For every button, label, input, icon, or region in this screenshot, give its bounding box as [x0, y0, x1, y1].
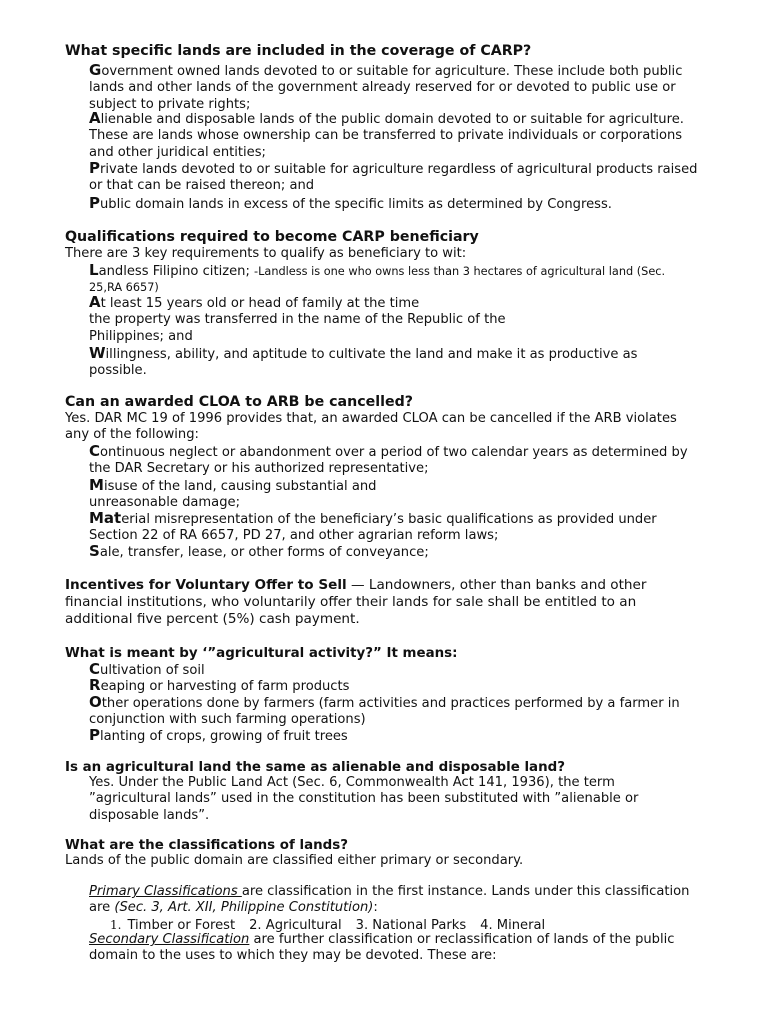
secondary-classification: Secondary Classification are further classification or reclassification of lands of the public domain to the uses to which they may be devoted. These are:: [89, 932, 675, 964]
heading-carp-coverage: What specific lands are included in the coverage of CARP?: [65, 43, 532, 59]
list-item: Timber or Forest: [127, 918, 236, 933]
list-item: Government owned lands devoted to or suitable for agriculture. These include both public lands and other lands of the government already reserved for or devoted to public use or subject to private rights;: [89, 61, 683, 112]
list-item: Private lands devoted to or suitable for agriculture regardless of agricultural products raised or that can be raised thereon; and: [89, 159, 698, 194]
heading-alienable: Is an agricultural land the same as alienable and disposable land?: [65, 760, 565, 775]
heading-classifications: What are the classifications of lands?: [65, 838, 348, 853]
primary-classification: Primary Classifications are classification in the first instance. Lands under this classification are (Sec. 3, Art. XII, Philippine Constitution):: [89, 884, 690, 916]
list-item: Alienable and disposable lands of the public domain devoted to or suitable for agriculture. These are lands whose ownership can be transferred to private individuals or corporations and other juridical entities;: [89, 109, 684, 160]
list-item: Willingness, ability, and aptitude to cultivate the land and make it as productive as possible.: [89, 344, 638, 379]
list-item: Public domain lands in excess of the specific limits as determined by Congress.: [89, 194, 612, 212]
intro-text: Lands of the public domain are classified either primary or secondary.: [65, 853, 524, 868]
list-item: Other operations done by farmers (farm activities and practices performed by a farmer in conjunction with such farming operations): [89, 693, 680, 728]
list-item: Sale, transfer, lease, or other forms of conveyance;: [89, 542, 429, 560]
incentives-paragraph: Incentives for Voluntary Offer to Sell — Landowners, other than banks and other financial institutions, who voluntarily offer their lands for sale shall be entitled to an additional five percent (5%) cash payment.: [65, 577, 647, 627]
heading-agricultural-activity: What is meant by ‘”agricultural activity?” It means:: [65, 646, 458, 661]
list-item: At least 15 years old or head of family at the time the property was transferred in the name of the Republic of the Philippines; and: [89, 293, 506, 344]
heading-qualifications: Qualifications required to become CARP beneficiary: [65, 229, 479, 245]
list-item: 2. Agricultural: [249, 918, 342, 933]
classification-list: 1. Timber or Forest 2. Agricultural 3. National Parks 4. Mineral: [110, 918, 546, 933]
answer-text: Yes. Under the Public Land Act (Sec. 6, Commonwealth Act 141, 1936), the term ”agricultural lands” used in the constitution has been substituted with ”alienable or disposable lands”.: [89, 775, 639, 823]
list-item: Landless Filipino citizen; -Landless is one who owns less than 3 hectares of agricultural land (Sec. 25,RA 6657): [89, 261, 666, 295]
list-item: Cultivation of soil: [89, 660, 205, 678]
list-item: Material misrepresentation of the beneficiary’s basic qualifications as provided under Section 22 of RA 6657, PD 27, and other agrarian reform laws;: [89, 509, 657, 544]
list-item: 3. National Parks: [355, 918, 467, 933]
list-item: Continuous neglect or abandonment over a period of two calendar years as determined by the DAR Secretary or his authorized representative;: [89, 442, 688, 477]
list-item: 4. Mineral: [480, 918, 546, 933]
list-item: Reaping or harvesting of farm products: [89, 676, 350, 694]
heading-cloa-cancel: Can an awarded CLOA to ARB be cancelled?: [65, 394, 414, 410]
list-item: Planting of crops, growing of fruit trees: [89, 726, 348, 744]
list-item: Misuse of the land, causing substantial and unreasonable damage;: [89, 476, 377, 511]
intro-text: Yes. DAR MC 19 of 1996 provides that, an awarded CLOA can be cancelled if the ARB violates any of the following:: [65, 411, 677, 443]
intro-text: There are 3 key requirements to qualify as beneficiary to wit:: [65, 246, 467, 261]
